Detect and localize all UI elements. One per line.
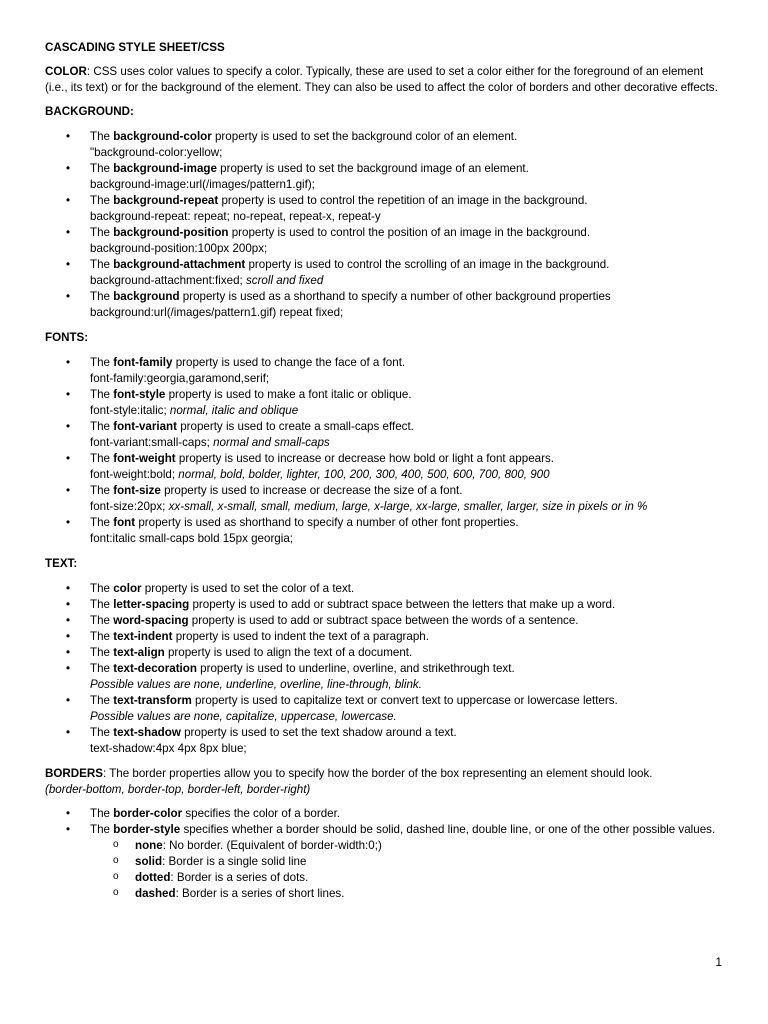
example-code: background-position:100px 200px; [90,242,268,255]
fonts-list [45,355,728,547]
list-item [45,355,728,387]
example-line [90,209,728,225]
item-prefix: The [90,388,114,401]
property-description: property is used to set the background color of an element. [211,130,518,143]
borders-label: BORDERS [45,767,103,780]
fonts-heading: FONTS: [45,331,89,344]
possible-values: normal and small-caps [213,436,330,449]
list-item [45,257,728,289]
value-term: none [135,839,163,852]
example-line [90,403,728,419]
color-text: : CSS uses color values to specify a color. Typically, these are used to set a color either for the foreground of an element (i.e., its text) or for the background of the element. They can also be used to affect the color of borders and other decorative effects. [45,65,718,94]
property-description: property is used to align the text of a document. [164,646,413,659]
item-prefix: The [90,420,114,433]
item-prefix: The [90,726,114,739]
list-item [45,597,728,613]
text-list [45,581,728,757]
sub-list-item [45,854,728,870]
example-line [90,371,728,387]
example-code: font-size:20px; [90,500,169,513]
list-item [45,483,728,515]
property-description: property is used to change the face of a font. [172,356,406,369]
borders-paragraph [45,766,728,798]
property-description: property is used to add or subtract space between the letters that make up a word. [189,598,616,611]
property-name: background-color [113,130,212,143]
property-name: background-image [113,162,217,175]
property-description: property is used to control the repetition of an image in the background. [218,194,588,207]
item-prefix: The [90,598,114,611]
example-code: text-shadow:4px 4px 8px blue; [90,742,247,755]
value-term: dashed [135,887,176,900]
example-line [90,499,728,515]
item-prefix: The [90,630,114,643]
background-list [45,129,728,321]
property-name: background [113,290,180,303]
page-number: 1 [715,956,722,969]
property-name: text-decoration [113,662,197,675]
item-prefix: The [90,452,114,465]
property-name: border-style [113,823,181,836]
example-code: font:italic small-caps bold 15px georgia; [90,532,293,545]
example-line [90,145,728,161]
list-item [45,806,728,822]
property-description: property is used to set the color of a text. [141,582,355,595]
list-item [45,451,728,483]
property-name: font-family [113,356,173,369]
property-description: property is used to make a font italic or oblique. [165,388,412,401]
border-style-values-list [45,838,728,902]
property-name: font-style [113,388,166,401]
value-description: : Border is a series of short lines. [175,887,345,900]
example-code: background:url(/images/pattern1.gif) repeat fixed; [90,306,344,319]
example-line [90,177,728,193]
item-prefix: The [90,194,114,207]
item-prefix: The [90,162,114,175]
list-item [45,645,728,661]
list-item [45,515,728,547]
list-item [45,289,728,321]
item-prefix: The [90,823,114,836]
item-prefix: The [90,356,114,369]
example-line [90,273,728,289]
property-description: property is used to control the scrolling of an image in the background. [245,258,610,271]
property-description: property is used to set the background image of an element. [216,162,529,175]
list-item [45,725,728,757]
property-name: text-indent [113,630,173,643]
example-line [90,709,728,725]
item-prefix: The [90,130,114,143]
possible-values: normal, bold, bolder, lighter, 100, 200, 300, 400, 500, 600, 700, 800, 900 [178,468,550,481]
example-line [90,741,728,757]
example-code: "background-color:yellow; [90,146,223,159]
list-item [45,629,728,645]
list-item [45,613,728,629]
item-prefix: The [90,226,114,239]
property-description: property is used to create a small-caps effect. [176,420,414,433]
possible-values: normal, italic and oblique [169,404,299,417]
property-description: property is used as a shorthand to specify a number of other background properties [179,290,611,303]
example-line [90,435,728,451]
value-term: solid [135,855,163,868]
property-name: font [113,516,136,529]
property-description: property is used as shorthand to specify a number of other font properties. [135,516,519,529]
property-name: text-align [113,646,165,659]
property-description: property is used to underline, overline, and strikethrough text. [196,662,515,675]
item-prefix: The [90,646,114,659]
property-description: property is used to control the position of an image in the background. [228,226,591,239]
item-prefix: The [90,290,114,303]
property-name: border-color [113,807,183,820]
property-name: font-size [113,484,161,497]
property-name: text-transform [113,694,192,707]
property-name: letter-spacing [113,598,190,611]
color-paragraph [45,64,728,96]
example-code: font-variant:small-caps; [90,436,214,449]
item-prefix: The [90,807,114,820]
property-description: specifies the color of a border. [182,807,341,820]
sub-list-item [45,838,728,854]
list-item [45,161,728,193]
possible-values: scroll and fixed [245,274,324,287]
example-code: font-family:georgia,garamond,serif; [90,372,270,385]
possible-values: Possible values are none, underline, overline, line-through, blink. [90,678,422,691]
property-name: background-repeat [113,194,219,207]
property-name: background-position [113,226,229,239]
list-item [45,129,728,161]
list-item [45,581,728,597]
value-description: : No border. (Equivalent of border-width:0;) [162,839,382,852]
item-prefix: The [90,614,114,627]
page-title: CASCADING STYLE SHEET/CSS [45,41,225,54]
value-description: : Border is a single solid line [162,855,307,868]
property-name: text-shadow [113,726,181,739]
list-item [45,419,728,451]
example-code: font-style:italic; [90,404,170,417]
list-item [45,661,728,693]
text-heading: TEXT: [45,557,78,570]
possible-values: xx-small, x-small, small, medium, large, x-large, xx-large, smaller, larger, size in pixels or in % [168,500,648,513]
list-item [45,225,728,257]
item-prefix: The [90,694,114,707]
value-term: dotted [135,871,171,884]
sub-list-item [45,886,728,902]
list-item [45,387,728,419]
item-prefix: The [90,662,114,675]
color-label: COLOR [45,65,87,78]
list-item [45,822,728,902]
example-line [90,305,728,321]
property-name: color [113,582,142,595]
example-code: background-image:url(/images/pattern1.gif); [90,178,315,191]
example-code: font-weight:bold; [90,468,179,481]
borders-note: (border-bottom, border-top, border-left, border-right) [45,783,311,796]
example-line [90,467,728,483]
item-prefix: The [90,258,114,271]
borders-text: : The border properties allow you to specify how the border of the box representing an element should look. [102,767,653,780]
property-description: property is used to set the text shadow around a text. [180,726,457,739]
property-description: specifies whether a border should be solid, dashed line, double line, or one of the other possible values. [180,823,716,836]
item-prefix: The [90,582,114,595]
property-description: property is used to increase or decrease the size of a font. [160,484,463,497]
list-item [45,193,728,225]
property-name: word-spacing [113,614,189,627]
borders-list [45,806,728,902]
item-prefix: The [90,484,114,497]
item-prefix: The [90,516,114,529]
sub-list-item [45,870,728,886]
value-description: : Border is a series of dots. [170,871,309,884]
example-code: background-attachment:fixed; [90,274,246,287]
property-name: font-variant [113,420,177,433]
property-description: property is used to increase or decrease how bold or light a font appears. [175,452,554,465]
property-name: background-attachment [113,258,246,271]
example-code: background-repeat: repeat; no-repeat, repeat-x, repeat-y [90,210,381,223]
background-heading: BACKGROUND: [45,105,134,118]
property-name: font-weight [113,452,176,465]
list-item [45,693,728,725]
property-description: property is used to capitalize text or convert text to uppercase or lowercase letters. [191,694,618,707]
example-line [90,531,728,547]
example-line [90,241,728,257]
property-description: property is used to indent the text of a paragraph. [172,630,429,643]
possible-values: Possible values are none, capitalize, uppercase, lowercase. [90,710,397,723]
property-description: property is used to add or subtract space between the words of a sentence. [188,614,579,627]
example-line [90,677,728,693]
